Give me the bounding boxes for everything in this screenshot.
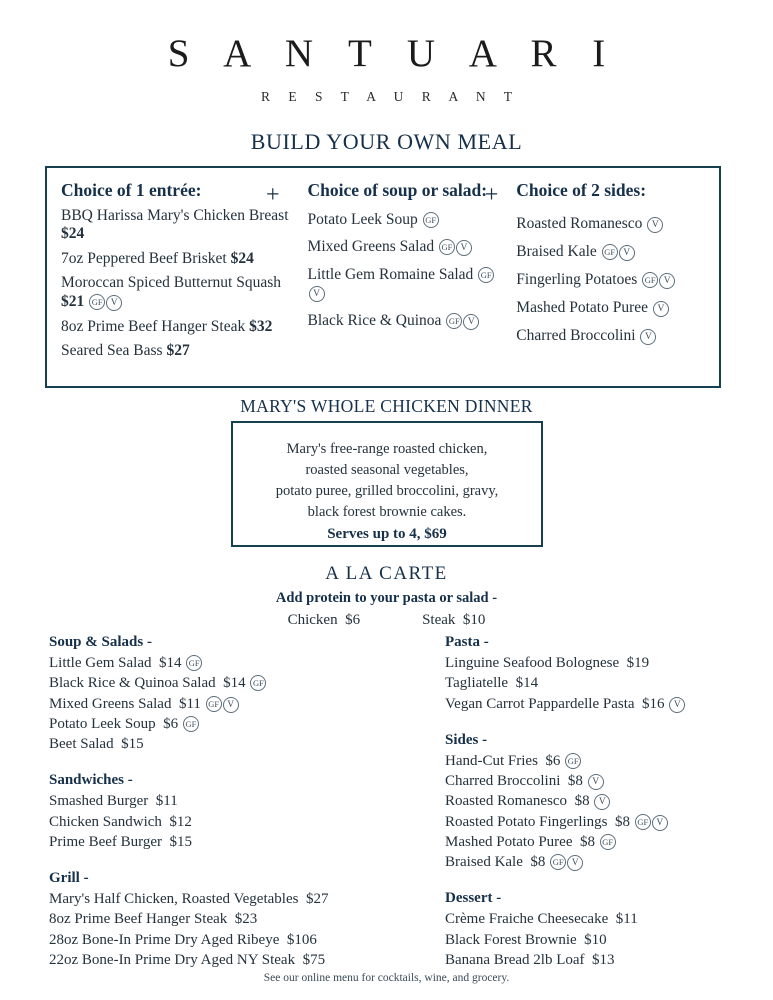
menu-item	[308, 312, 507, 331]
gluten-free-badge-icon: GF	[89, 294, 105, 310]
menu-item-name: Banana Bread 2lb Loaf	[445, 951, 585, 968]
byo-sides-list	[516, 215, 719, 346]
menu-item-name: Smashed Burger	[49, 793, 149, 810]
menu-item	[445, 653, 773, 673]
menu-item-price: $8	[579, 833, 595, 850]
menu-item-name: Beet Salad	[49, 736, 114, 752]
menu-group	[49, 870, 375, 970]
menu-group-heading: Sides -	[445, 731, 488, 748]
menu-item	[49, 832, 375, 852]
gluten-free-badge-icon: GF	[635, 814, 651, 830]
menu-item	[445, 694, 773, 714]
menu-item-price: $14	[515, 675, 539, 692]
menu-item	[445, 852, 773, 872]
menu-item-name: Fingerling Potatoes	[516, 270, 638, 288]
vegan-badge-icon: V	[669, 697, 685, 713]
menu-group	[445, 890, 773, 970]
menu-item	[445, 771, 773, 791]
menu-item-name: BBQ Harissa Mary's Chicken Breast	[61, 206, 289, 224]
menu-item	[445, 812, 773, 832]
menu-item-price: $15	[121, 736, 144, 752]
menu-item-name: Roasted Romanesco	[445, 793, 568, 810]
menu-item	[516, 299, 719, 318]
menu-item-price: $8	[574, 793, 590, 810]
menu-item-price: $15	[169, 833, 193, 850]
menu-group-list	[49, 653, 375, 754]
menu-item-price: $23	[234, 911, 258, 928]
menu-item-name: Mashed Potato Puree	[516, 298, 649, 316]
menu-item	[49, 714, 375, 734]
menu-item-name: 22oz Bone-In Prime Dry Aged NY Steak	[49, 951, 296, 968]
whole-chicken-title: MARY'S WHOLE CHICKEN DINNER	[240, 396, 533, 416]
menu-item	[61, 342, 296, 361]
byo-soup-salad-list	[308, 211, 507, 331]
menu-item-price: $11	[155, 793, 178, 810]
byo-column-entree	[47, 180, 296, 386]
menu-item	[49, 889, 375, 909]
menu-item-name: Braised Kale	[516, 242, 597, 260]
gluten-free-badge-icon: GF	[206, 696, 222, 712]
gluten-free-badge-icon: GF	[642, 272, 658, 288]
restaurant-name: S A N T U A R I	[167, 32, 619, 75]
byo-column-soup-salad	[296, 180, 507, 386]
menu-group-list	[49, 889, 375, 970]
menu-item	[445, 673, 773, 693]
menu-item	[445, 930, 773, 950]
menu-item-name: Moroccan Spiced Butternut Squash	[61, 274, 281, 292]
menu-item-name: Potato Leek Soup	[307, 210, 418, 228]
menu-item	[445, 751, 773, 771]
menu-group-list	[445, 751, 773, 873]
menu-item	[445, 950, 773, 970]
menu-item-price: $13	[592, 951, 615, 968]
brand-header	[0, 0, 773, 105]
byo-column-heading: Choice of soup or salad:	[307, 180, 488, 200]
menu-item-name: Little Gem Romaine Salad	[307, 265, 474, 283]
menu-item-name: Little Gem Salad	[49, 655, 152, 671]
menu-item	[49, 673, 375, 693]
menu-item-price: $24	[61, 225, 85, 243]
protein-option: Steak $10	[422, 612, 486, 628]
menu-item-price: $106	[286, 931, 317, 948]
menu-group-heading: Grill -	[49, 870, 89, 886]
gluten-free-badge-icon: GF	[250, 675, 266, 691]
byo-column-heading: Choice of 2 sides:	[516, 180, 647, 200]
menu-item	[516, 271, 719, 290]
menu-item-name: Vegan Carrot Pappardelle Pasta	[445, 695, 635, 712]
menu-item-name: Charred Broccolini	[516, 327, 636, 345]
menu-item-price: $27	[166, 342, 190, 360]
menu-item-name: Mary's Half Chicken, Roasted Vegetables	[49, 891, 299, 907]
vegan-badge-icon: V	[652, 815, 668, 831]
menu-item	[308, 238, 507, 257]
menu-item-price: $8	[567, 773, 583, 789]
gluten-free-badge-icon: GF	[183, 716, 199, 732]
menu-item-name: 7oz Peppered Beef Brisket	[61, 249, 227, 267]
menu-item-name: Black Rice & Quinoa	[307, 312, 442, 330]
whole-chicken-line: potato puree, grilled broccolini, gravy,	[275, 483, 499, 500]
menu-item-price: $19	[626, 655, 650, 671]
a-la-carte-columns	[0, 634, 773, 988]
gluten-free-badge-icon: GF	[439, 239, 455, 255]
vegan-badge-icon: V	[647, 217, 663, 233]
menu-item-price: $21	[61, 293, 85, 311]
gluten-free-badge-icon: GF	[186, 655, 202, 671]
whole-chicken-line: roasted seasonal vegetables,	[305, 462, 469, 479]
whole-chicken-serves: Serves up to 4, $69	[327, 526, 447, 543]
menu-group	[49, 634, 375, 754]
plus-separator-icon: +	[484, 182, 499, 208]
menu-item-name: Braised Kale	[445, 854, 523, 870]
menu-item-price: $8	[530, 854, 546, 870]
vegan-badge-icon: V	[653, 301, 669, 317]
menu-item-name: Linguine Seafood Bolognese	[445, 655, 620, 671]
menu-item-name: 8oz Prime Beef Hanger Steak	[61, 317, 246, 335]
menu-item-name: Mixed Greens Salad	[49, 695, 172, 712]
gluten-free-badge-icon: GF	[550, 854, 566, 870]
menu-item-name: Hand-Cut Fries	[445, 752, 538, 769]
menu-item-price: $32	[249, 317, 273, 335]
vegan-badge-icon: V	[223, 697, 239, 713]
menu-item-name: Black Forest Brownie	[445, 931, 577, 948]
menu-item	[445, 832, 773, 852]
byo-column-heading: Choice of 1 entrée:	[61, 180, 202, 200]
a-la-carte-title: A LA CARTE	[325, 563, 448, 584]
a-la-carte-left-column	[0, 634, 375, 988]
restaurant-subtitle: R E S T A U R A N T	[261, 89, 520, 104]
footer-note: See our online menu for cocktails, wine, and grocery.	[263, 972, 510, 984]
menu-group-list	[445, 653, 773, 714]
menu-item-name: Prime Beef Burger	[49, 833, 163, 850]
menu-group-list	[49, 791, 375, 852]
vegan-badge-icon: V	[463, 314, 479, 330]
menu-group-heading: Pasta -	[445, 634, 489, 650]
menu-item	[308, 266, 507, 303]
menu-item	[49, 812, 375, 832]
vegan-badge-icon: V	[309, 286, 325, 302]
protein-option: Chicken $6	[287, 612, 361, 628]
gluten-free-badge-icon: GF	[565, 753, 581, 769]
menu-item-price: $6	[545, 752, 561, 769]
gluten-free-badge-icon: GF	[602, 244, 618, 260]
menu-item-price: $14	[158, 655, 182, 671]
menu-group	[445, 634, 773, 714]
build-your-own-title: BUILD YOUR OWN MEAL	[250, 129, 523, 154]
menu-item-price: $14	[223, 675, 246, 692]
whole-chicken-line: Mary's free-range roasted chicken,	[286, 441, 488, 457]
menu-item-name: Seared Sea Bass	[61, 342, 163, 360]
byo-column-sides	[506, 180, 719, 386]
menu-item-name: 8oz Prime Beef Hanger Steak	[49, 911, 228, 928]
menu-item	[445, 909, 773, 929]
menu-group-heading: Sandwiches -	[49, 772, 133, 789]
menu-item-name: Mixed Greens Salad	[307, 238, 435, 256]
menu-item	[516, 243, 719, 262]
menu-item-name: Tagliatelle	[445, 675, 509, 692]
menu-item-price: $8	[615, 813, 630, 830]
menu-group-heading: Soup & Salads -	[49, 634, 152, 650]
whole-chicken-description	[233, 439, 541, 523]
menu-item-price: $12	[169, 813, 192, 830]
menu-item-price: $11	[615, 911, 638, 928]
menu-item	[61, 318, 296, 337]
plus-separator-icon: +	[265, 182, 280, 208]
menu-item	[516, 215, 719, 234]
build-your-own-box	[45, 166, 721, 388]
menu-item	[49, 930, 375, 950]
a-la-carte-right-column	[375, 634, 773, 988]
vegan-badge-icon: V	[567, 855, 583, 871]
menu-item-price: $27	[305, 891, 329, 907]
gluten-free-badge-icon: GF	[446, 313, 462, 329]
menu-item-name: Charred Broccolini	[445, 773, 561, 789]
menu-group	[49, 772, 375, 852]
menu-group-list	[445, 909, 773, 970]
menu-group-heading: Dessert -	[445, 890, 502, 907]
menu-item-name: Mashed Potato Puree	[445, 833, 573, 850]
add-protein-label: Add protein to your pasta or salad -	[275, 590, 498, 606]
vegan-badge-icon: V	[594, 794, 610, 810]
menu-item-price: $24	[230, 249, 254, 267]
vegan-badge-icon: V	[640, 329, 656, 345]
menu-item	[308, 211, 507, 230]
menu-item-name: Roasted Potato Fingerlings	[445, 813, 608, 830]
menu-item	[61, 207, 296, 244]
whole-chicken-box	[231, 421, 543, 547]
gluten-free-badge-icon: GF	[478, 267, 494, 283]
menu-item-price: $11	[178, 695, 201, 712]
menu-item-name: 28oz Bone-In Prime Dry Aged Ribeye	[49, 931, 280, 948]
protein-options	[0, 612, 773, 629]
menu-item	[49, 734, 375, 754]
gluten-free-badge-icon: GF	[600, 834, 616, 850]
menu-item	[49, 950, 375, 970]
menu-item	[61, 250, 296, 269]
menu-item	[49, 653, 375, 673]
menu-item-name: Black Rice & Quinoa Salad	[49, 675, 216, 692]
menu-item-price: $75	[302, 951, 326, 968]
vegan-badge-icon: V	[106, 295, 122, 311]
vegan-badge-icon: V	[588, 774, 604, 790]
vegan-badge-icon: V	[659, 273, 675, 289]
byo-entree-list	[61, 207, 296, 361]
menu-item	[516, 327, 719, 346]
menu-item	[61, 274, 296, 311]
menu-item	[445, 791, 773, 811]
menu-item-name: Roasted Romanesco	[516, 214, 643, 232]
menu-item-name: Potato Leek Soup	[49, 715, 156, 732]
menu-item-price: $16	[642, 695, 665, 712]
whole-chicken-line: black forest brownie cakes.	[307, 504, 467, 521]
menu-item	[49, 791, 375, 811]
gluten-free-badge-icon: GF	[423, 212, 439, 228]
menu-item-price: $6	[163, 715, 179, 732]
menu-group	[445, 732, 773, 873]
vegan-badge-icon: V	[456, 240, 472, 256]
menu-item-name: Chicken Sandwich	[49, 813, 162, 830]
menu-item	[49, 909, 375, 929]
menu-item-name: Crème Fraiche Cheesecake	[445, 911, 609, 928]
menu-item	[49, 694, 375, 714]
menu-item-price: $10	[584, 931, 607, 948]
vegan-badge-icon: V	[619, 245, 635, 261]
